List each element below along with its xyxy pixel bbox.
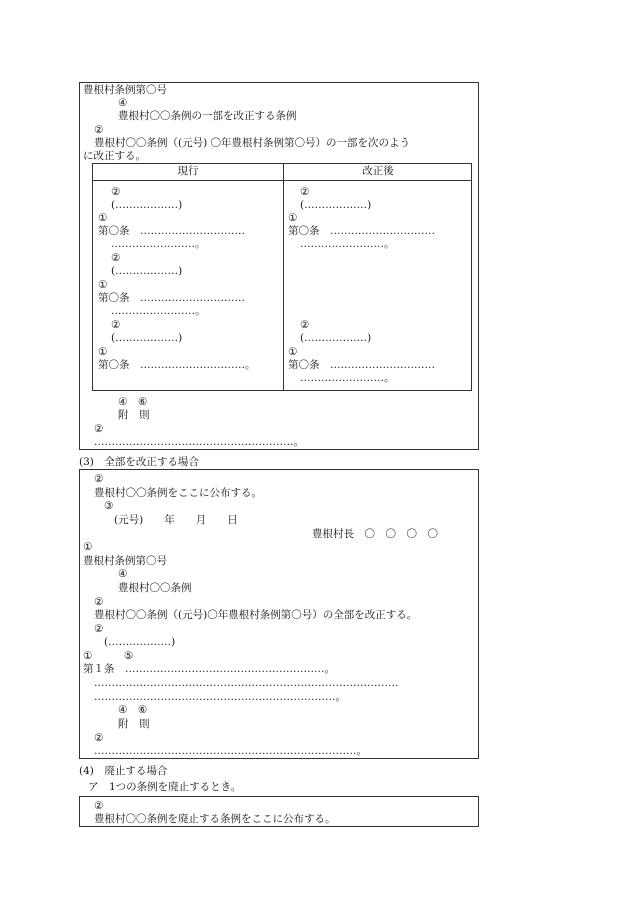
- current-line: (………………): [111, 265, 183, 277]
- comparison-table: [92, 163, 472, 391]
- revised-line: ①: [288, 346, 298, 358]
- subheading-single-repeal: ア 1つの条例を廃止するとき。: [88, 781, 242, 793]
- note-marker: ①: [83, 541, 93, 553]
- revised-line: ……………………。: [300, 238, 395, 250]
- article-1-cont: ……………………………………………………………………………: [94, 677, 399, 689]
- current-line: ①: [98, 212, 108, 224]
- section-heading-repeal: (4) 廃止する場合: [79, 765, 168, 777]
- note-marker: ②: [94, 623, 104, 635]
- full-revision-clause: 豊根村〇〇条例（(元号)〇年豊根村条例第〇号）の全部を改正する。: [94, 609, 418, 621]
- ordinance-number: 豊根村条例第〇号: [83, 555, 167, 567]
- current-line: (………………): [111, 332, 183, 344]
- revised-line: ②: [300, 319, 310, 331]
- note-marker: ②: [94, 473, 104, 485]
- note-marker: ④: [118, 568, 128, 580]
- table-divider: [283, 164, 284, 390]
- column-header-revised: 改正後: [362, 165, 394, 177]
- revised-line: (………………): [300, 332, 372, 344]
- revised-line: 第〇条 …………………………: [288, 225, 435, 237]
- ordinance-title: 豊根村〇〇条例: [118, 582, 192, 594]
- note-marker: ④ ⑥: [118, 704, 148, 716]
- note-marker: ②: [94, 800, 104, 812]
- promulgation-text: 豊根村〇〇条例をここに公布する。: [94, 487, 262, 499]
- current-line: ①: [98, 279, 108, 291]
- supplementary-text: …………………………………………………………………。: [94, 745, 367, 757]
- note-marker: ④ ⑥: [118, 396, 148, 408]
- supplementary-provisions: 附 則: [118, 718, 150, 730]
- article-caption: (………………): [104, 636, 176, 648]
- current-line: ①: [98, 346, 108, 358]
- note-marker: ②: [94, 732, 104, 744]
- amendment-clause-cont: に改正する。: [83, 150, 146, 162]
- current-line: ②: [111, 319, 121, 331]
- article-1-cont: ……………………………………………………………。: [94, 691, 346, 703]
- article-1: 第１条 …………………………………………………。: [83, 663, 335, 675]
- amendment-clause: 豊根村〇〇条例（(元号) 〇年豊根村条例第〇号）の一部を次のよう: [94, 137, 411, 149]
- note-marker: ②: [94, 423, 104, 435]
- current-line: ②: [111, 186, 121, 198]
- note-marker: ②: [94, 596, 104, 608]
- date-line: (元号) 年 月 日: [114, 514, 238, 526]
- note-marker: ① ⑤: [83, 650, 134, 662]
- note-marker: ②: [94, 124, 104, 136]
- note-marker: ④: [118, 97, 128, 109]
- current-line: 第〇条 …………………………: [98, 292, 245, 304]
- current-line: ②: [111, 252, 121, 264]
- revised-line: 第〇条 …………………………: [288, 359, 435, 371]
- ordinance-title: 豊根村〇〇条例の一部を改正する条例: [118, 110, 297, 122]
- section-heading-full-revision: (3) 全部を改正する場合: [79, 456, 199, 468]
- current-line: ……………………。: [111, 305, 206, 317]
- revised-line: (………………): [300, 199, 372, 211]
- note-marker: ③: [104, 500, 114, 512]
- ordinance-number: 豊根村条例第〇号: [83, 84, 167, 96]
- revised-line: ②: [300, 186, 310, 198]
- repeal-promulgation-text: 豊根村〇〇条例を廃止する条例をここに公布する。: [94, 813, 336, 825]
- village-head-signature: 豊根村長 〇 〇 〇 〇: [312, 528, 438, 540]
- revised-line: ①: [288, 212, 298, 224]
- supplementary-provisions: 附 則: [118, 409, 150, 421]
- current-line: (………………): [111, 199, 183, 211]
- column-header-current: 現行: [177, 165, 199, 177]
- supplementary-text: …………………………………………………。: [94, 436, 304, 448]
- current-line: 第〇条 …………………………: [98, 225, 245, 237]
- current-line: ……………………。: [111, 238, 206, 250]
- current-line: 第〇条 …………………………。: [98, 359, 256, 371]
- revised-line: ……………………。: [300, 372, 395, 384]
